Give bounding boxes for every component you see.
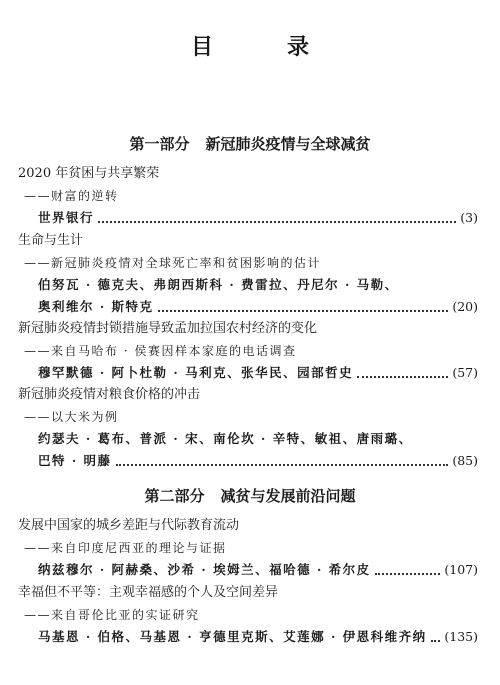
article-subtitle: ——以大米为例 <box>24 410 119 424</box>
page-title: 目 录 <box>190 35 335 60</box>
article-subtitle: ——来自印度尼西亚的理论与证据 <box>24 541 227 555</box>
page-number: (3) <box>460 210 478 225</box>
article-title: 新冠肺炎疫情对粮食价格的冲击 <box>18 387 201 402</box>
article-title: 新冠肺炎疫情封锁措施导致孟加拉国农村经济的变化 <box>18 321 318 336</box>
author-names: 约瑟夫 · 葛布、普派 · 宋、南伦坎 · 辛特、敏祖、唐雨璐、 <box>38 431 413 446</box>
author-names: 纳兹穆尔 · 阿赫桑、沙希 · 埃姆兰、福哈德 · 希尔皮 <box>38 562 371 577</box>
part-name: 新冠肺炎疫情与全球减贫 <box>205 135 371 153</box>
dot-leader <box>158 309 449 312</box>
article-title: 2020 年贫困与共享繁荣 <box>18 166 160 181</box>
page-number: (107) <box>444 562 478 577</box>
part-name: 减贫与发展前沿问题 <box>220 487 356 505</box>
author-names: 巴特 · 明藤 <box>38 453 112 468</box>
article-title: 生命与生计 <box>18 233 84 248</box>
part-heading <box>0 133 500 154</box>
part-number: 第一部分 <box>129 135 190 153</box>
page-number: (135) <box>444 629 478 644</box>
author-names: 穆罕默德 · 阿卜杜勒 · 马利克、张华民、园部哲史 <box>38 365 354 380</box>
author-line <box>38 209 478 227</box>
author-line <box>38 276 478 294</box>
article-subtitle: ——新冠肺炎疫情对全球死亡率和贫困影响的估计 <box>24 256 322 270</box>
dot-leader <box>116 463 449 466</box>
author-names: 世界银行 <box>38 210 95 225</box>
part-heading <box>0 485 500 506</box>
page-number: (85) <box>452 453 478 468</box>
part-number: 第二部分 <box>144 487 205 505</box>
author-names: 伯努瓦 · 德克夫、弗朗西斯科 · 费雷拉、丹尼尔 · 马勒、 <box>38 277 399 292</box>
author-line <box>38 628 478 646</box>
article-subtitle: ——来自马哈布 · 侯赛因样本家庭的电话调查 <box>24 344 297 358</box>
dot-leader <box>357 375 448 378</box>
article-subtitle: ——财富的逆转 <box>24 189 119 203</box>
author-line <box>38 298 478 316</box>
author-line <box>38 452 478 470</box>
page-number: (20) <box>452 299 478 314</box>
dot-leader <box>375 572 441 575</box>
author-line <box>38 561 478 579</box>
article-title: 幸福但不平等：主观幸福感的个人及空间差异 <box>18 585 279 600</box>
dot-leader <box>98 220 456 223</box>
dot-leader <box>431 639 441 642</box>
author-names: 奥利维尔 · 斯特克 <box>38 299 154 314</box>
author-line <box>38 364 478 382</box>
article-title: 发展中国家的城乡差距与代际教育流动 <box>18 518 240 533</box>
page-number: (57) <box>452 365 478 380</box>
author-line <box>38 430 478 448</box>
article-subtitle: ——来自哥伦比亚的实证研究 <box>24 608 200 622</box>
author-names: 马基恩 · 伯格、马基恩 · 亨德里克斯、艾莲娜 · 伊恩科维齐纳 <box>38 629 427 644</box>
